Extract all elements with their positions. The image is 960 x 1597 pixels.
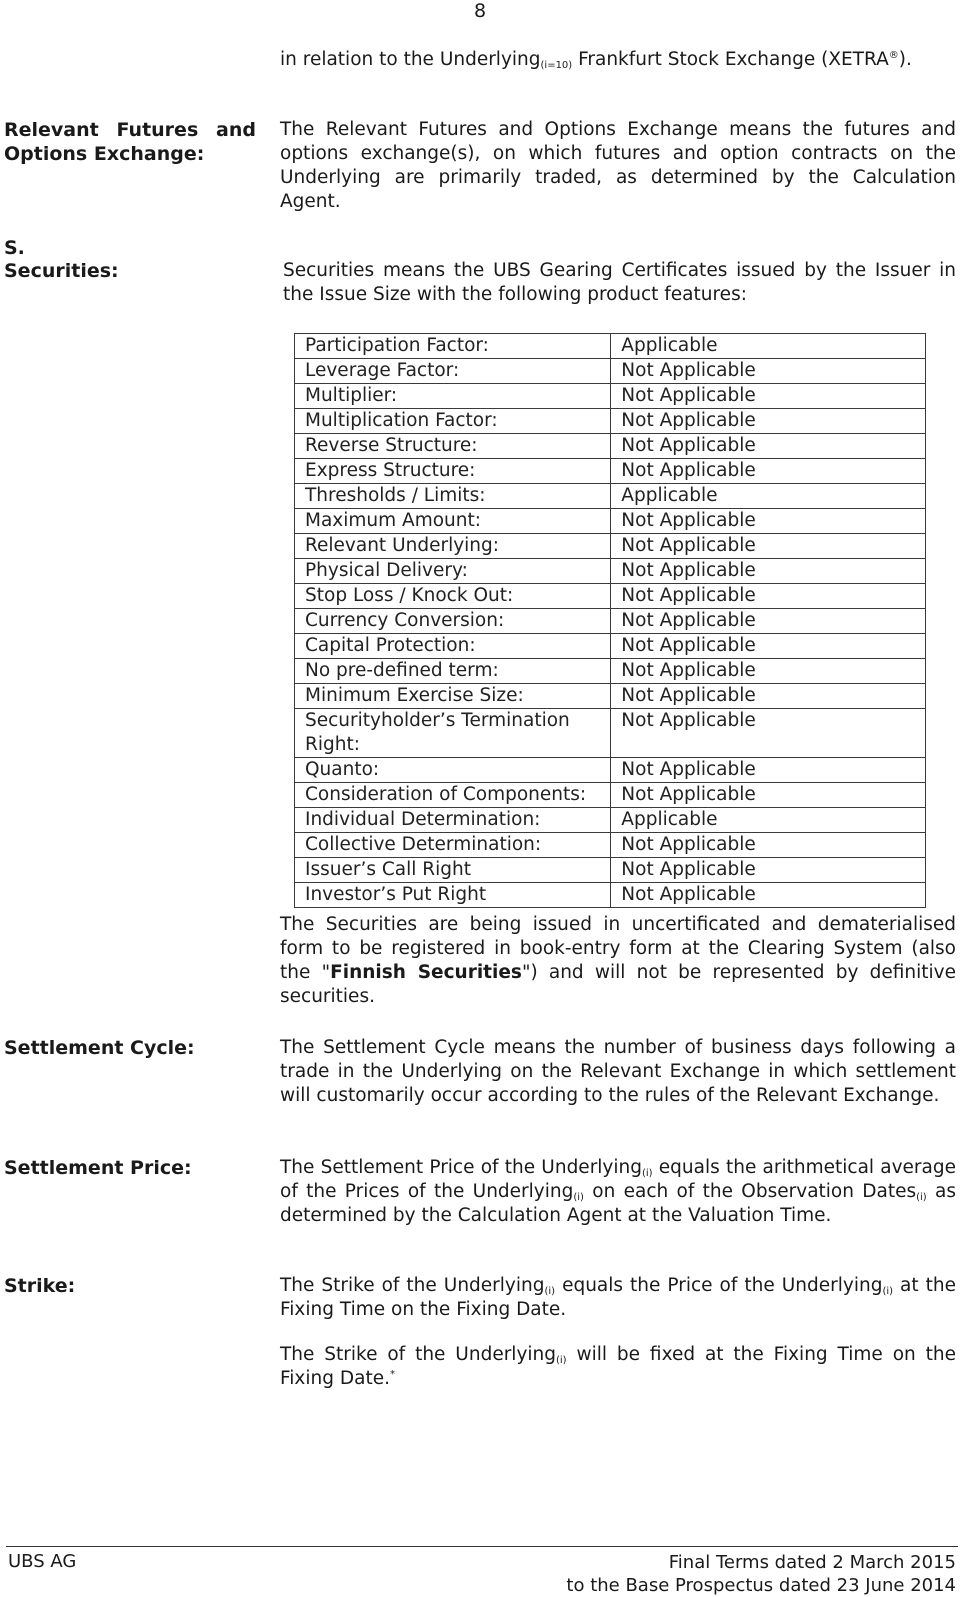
settlement-price-sub1: (i) [642,1168,653,1179]
feature-row [295,359,926,384]
relevant-futures-label-line1 [4,118,256,142]
strike-p2-t2: will be fixed at the Fixing Time on the Fixing Date. [280,1344,956,1389]
feature-row [295,634,926,659]
strike-footnote-mark: * [389,1368,395,1380]
feature-name: Minimum Exercise Size: [295,684,611,709]
feature-value: Not Applicable [611,659,926,684]
feature-row [295,858,926,883]
intro-text: in relation to the Underlying [280,49,541,70]
settlement-price-t4: as determined by the Calculation Agent at the Valuation Time. [280,1181,956,1226]
footer-base-prospectus: to the Base Prospectus dated 23 June 2014 [566,1575,956,1596]
feature-value: Not Applicable [611,609,926,634]
securities-label: Securities: [4,260,119,282]
section-letter: S. [4,237,25,259]
feature-row [295,659,926,684]
relevant-futures-text: The Relevant Futures and Options Exchange means the futures and options exchange(s), on which futures and option contracts on the Underlying are primarily traded, as determined by the Calculation Agent. [280,119,956,212]
feature-name: Individual Determination: [295,808,611,833]
strike-p1-t3: at the Fixing Time on the Fixing Date. [280,1275,956,1320]
footer-final-terms: Final Terms dated 2 March 2015 [668,1552,956,1573]
feature-name: Consideration of Components: [295,783,611,808]
product-features-table [294,333,926,908]
settlement-price-t1: The Settlement Price of the Underlying [280,1157,642,1178]
feature-value: Not Applicable [611,509,926,534]
feature-row [295,534,926,559]
footer-dates [566,1551,956,1597]
feature-value: Not Applicable [611,434,926,459]
feature-name: Multiplier: [295,384,611,409]
feature-value: Applicable [611,484,926,509]
footer-rule [6,1546,958,1547]
feature-name: Relevant Underlying: [295,534,611,559]
feature-name: Investor’s Put Right [295,883,611,908]
feature-name: Currency Conversion: [295,609,611,634]
footer-issuer: UBS AG [8,1551,77,1572]
relevant-futures-label [4,118,259,166]
feature-name: Physical Delivery: [295,559,611,584]
relevant-futures-label-line2: Options Exchange: [4,143,205,165]
strike-text-1 [280,1274,956,1322]
feature-value: Not Applicable [611,559,926,584]
feature-row [295,609,926,634]
settlement-price-text [280,1156,956,1228]
feature-row [295,684,926,709]
feature-name: Leverage Factor: [295,359,611,384]
feature-value: Applicable [611,808,926,833]
finnish-securities-text [280,913,956,1009]
finnish-text-b: ") and will not be represented by definitive securities. [280,962,957,1007]
feature-row [295,808,926,833]
strike-p2-t1: The Strike of the Underlying [280,1344,556,1365]
feature-value: Not Applicable [611,534,926,559]
feature-row [295,709,926,758]
feature-value: Not Applicable [611,359,926,384]
label-word-and: and [216,119,256,141]
strike-text-2 [280,1343,956,1391]
feature-value: Not Applicable [611,459,926,484]
feature-value: Not Applicable [611,684,926,709]
feature-value: Not Applicable [611,634,926,659]
feature-name: Capital Protection: [295,634,611,659]
registered-mark: ® [888,49,899,61]
settlement-price-t2: equals the arithmetical average of the Prices of the Underlying [280,1157,956,1202]
intro-exchange: Frankfurt Stock Exchange (XETRA [572,49,889,70]
feature-value: Not Applicable [611,584,926,609]
strike-p1-sub2: (i) [882,1286,894,1297]
feature-row [295,434,926,459]
feature-name: Maximum Amount: [295,509,611,534]
intro-subscript: (i=10) [540,60,573,71]
securities-text: Securities means the UBS Gearing Certificates issued by the Issuer in the Issue Size with the following product features: [283,260,956,305]
product-features-body [295,334,926,908]
strike-label: Strike: [4,1275,76,1297]
feature-row [295,758,926,783]
page-number: 8 [473,0,487,22]
strike-p1-sub1: (i) [544,1286,556,1297]
strike-p1-t1: The Strike of the Underlying [280,1275,545,1296]
settlement-cycle-text: The Settlement Cycle means the number of business days following a trade in the Underlying on the Relevant Exchange in which settlement will customarily occur according to the rules of the Relevant Exchange. [280,1037,956,1106]
label-word-futures: Futures [116,119,199,141]
feature-name: Multiplication Factor: [295,409,611,434]
feature-value: Applicable [611,334,926,359]
feature-name: Stop Loss / Knock Out: [295,584,611,609]
feature-value: Not Applicable [611,833,926,858]
feature-name: Securityholder’s Termination Right: [295,709,611,758]
strike-p1-t2: equals the Price of the Underlying [555,1275,883,1296]
feature-row [295,509,926,534]
feature-name: Thresholds / Limits: [295,484,611,509]
feature-name: No pre-defined term: [295,659,611,684]
feature-name: Participation Factor: [295,334,611,359]
feature-name: Express Structure: [295,459,611,484]
label-word-relevant: Relevant [4,119,99,141]
feature-row [295,409,926,434]
feature-name: Issuer’s Call Right [295,858,611,883]
feature-row [295,584,926,609]
settlement-price-sub2: (i) [573,1192,584,1203]
settlement-price-t3: on each of the Observation Dates [583,1181,917,1202]
feature-name: Collective Determination: [295,833,611,858]
feature-row [295,883,926,908]
feature-value: Not Applicable [611,883,926,908]
feature-row [295,459,926,484]
intro-end: ). [898,49,912,70]
feature-row [295,384,926,409]
feature-value: Not Applicable [611,758,926,783]
feature-row [295,559,926,584]
feature-row [295,833,926,858]
feature-value: Not Applicable [611,409,926,434]
feature-value: Not Applicable [611,783,926,808]
feature-row [295,484,926,509]
finnish-bold-term: Finnish Securities [330,962,522,983]
feature-value: Not Applicable [611,384,926,409]
feature-value: Not Applicable [611,858,926,883]
settlement-cycle-label: Settlement Cycle: [4,1037,195,1059]
finnish-text-a: The Securities are being issued in uncertificated and dematerialised form to be registered in book-entry form at the Clearing System (also the " [280,914,956,983]
strike-p2-sub1: (i) [556,1355,567,1366]
feature-name: Reverse Structure: [295,434,611,459]
settlement-price-sub3: (i) [916,1192,927,1203]
intro-line [280,48,956,72]
feature-name: Quanto: [295,758,611,783]
feature-row [295,334,926,359]
settlement-price-label: Settlement Price: [4,1157,192,1179]
feature-value: Not Applicable [611,709,926,758]
feature-row [295,783,926,808]
